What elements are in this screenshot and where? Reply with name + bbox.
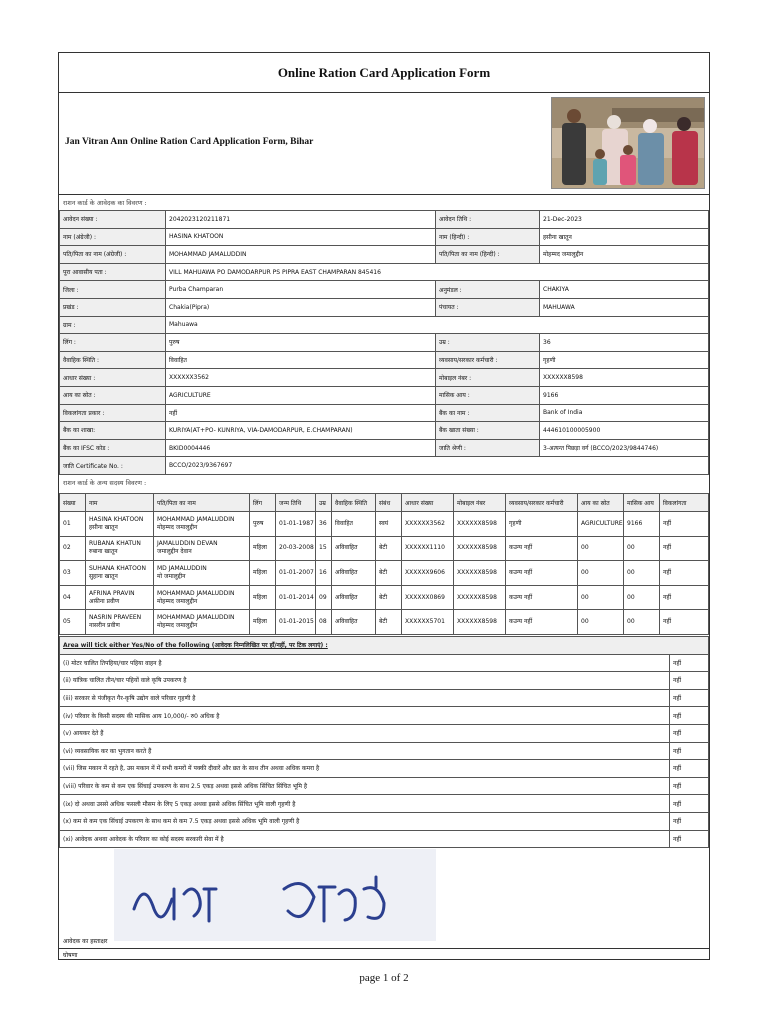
member-age: 08 [316,610,332,635]
applicant-row [60,316,709,334]
member-dob: 01-01-2007 [276,561,316,586]
member-income: 00 [624,536,660,561]
applicant-row [60,281,709,299]
column-header: नाम [86,494,154,512]
column-header: वैवाहिक स्थिति [332,494,376,512]
member-occupation: कउन्य नहीं [506,585,578,610]
field-label: विकलांगता प्रकार : [60,404,166,422]
application-form [58,52,710,960]
member-marital: अविवाहित [332,610,376,635]
member-gender: पुरुष [250,512,276,537]
member-income-src: 00 [578,610,624,635]
members-table [59,493,709,635]
question-row [60,689,709,707]
member-age: 36 [316,512,332,537]
applicant-row [60,228,709,246]
field-value: XXXXXX8598 [540,369,709,387]
applicant-row [60,386,709,404]
question-text: (xi) आवेदक अथवा आवेदक के परिवार का कोई सदस्य सरकारी सेवा में है [60,830,670,848]
member-aadhaar: XXXXXX3562 [402,512,454,537]
field-value: CHAKIYA [540,281,709,299]
member-name-en: HASINA KHATOON [89,515,144,523]
member-relation: स्वयं [376,512,402,537]
member-name [86,536,154,561]
field-value: Chakia(Pipra) [166,298,436,316]
member-aadhaar: XXXXXX0869 [402,585,454,610]
questions-header: Area will tick either Yes/No of the following (आवेदक निम्नलिखित पर हाँ/नहीं, पर टिक लगाएं) : [60,637,709,655]
member-income: 00 [624,561,660,586]
question-text: (ii) यांत्रिक चालित तीन/चार पहियों वाले कृषि उपकरण है [60,672,670,690]
member-relation: बेटी [376,610,402,635]
question-answer: नहीं [670,812,709,830]
column-header: आधार संख्या [402,494,454,512]
field-label: अनुमंडल : [436,281,540,299]
member-marital: अविवाहित [332,585,376,610]
question-row [60,760,709,778]
member-income-src: AGRICULTURE [578,512,624,537]
field-label: ग्राम : [60,316,166,334]
field-label: आवेदन तिथि : [436,211,540,229]
field-value: MOHAMMAD JAMALUDDIN [166,246,436,264]
member-occupation: गृहणी [506,512,578,537]
question-answer: नहीं [670,742,709,760]
question-row [60,654,709,672]
field-value: 444610100005900 [540,422,709,440]
member-mobile: XXXXXX8598 [454,610,506,635]
applicant-row [60,246,709,264]
field-value: हसीना खातून [540,228,709,246]
member-mobile: XXXXXX8598 [454,512,506,537]
field-value: पुरुष [166,334,436,352]
member-income-src: 00 [578,585,624,610]
member-relation: बेटी [376,561,402,586]
column-header: संख्या [60,494,86,512]
field-value: गृहणी [540,351,709,369]
column-header: मोबाइल नंबर [454,494,506,512]
field-label: पूरा आवासीय पता : [60,263,166,281]
member-marital: विवाहित [332,512,376,537]
member-name-en: SUHANA KHATOON [89,564,146,572]
signature-image [114,849,436,941]
eligibility-questions-table [59,636,709,848]
member-disability: नहीं [660,585,709,610]
applicant-row [60,263,709,281]
form-subtitle: Jan Vitran Ann Online Ration Card Application Form, Bihar [65,137,314,147]
member-name [86,561,154,586]
signature-label: आवेदक का हस्ताक्षर [63,938,108,945]
field-label: नाम (हिन्दी) : [436,228,540,246]
applicant-row [60,422,709,440]
field-value: HASINA KHATOON [166,228,436,246]
question-answer: नहीं [670,795,709,813]
question-row [60,812,709,830]
question-row [60,742,709,760]
members-section-title: राशन कार्ड के अन्य सदस्य विवरण : [63,479,147,487]
member-age: 16 [316,561,332,586]
member-father-hi: मोहम्मद जमालुद्दीन [157,597,198,605]
member-name [86,610,154,635]
column-header: व्यवसाय/सरकार कर्मचारी [506,494,578,512]
member-name-hi: अफ़ीना प्रवीण [89,597,120,605]
member-aadhaar: XXXXXX5701 [402,610,454,635]
field-value: BKID0004446 [166,439,436,457]
field-value: 21-Dec-2023 [540,211,709,229]
column-header: मासिक आय [624,494,660,512]
field-label: आधार संख्या : [60,369,166,387]
question-answer: नहीं [670,777,709,795]
signature-section [59,845,709,949]
question-answer: नहीं [670,760,709,778]
field-label: मासिक आय : [436,386,540,404]
field-label: पंचायत : [436,298,540,316]
field-label: जिला : [60,281,166,299]
member-income-src: 00 [578,561,624,586]
member-name [86,585,154,610]
field-value: AGRICULTURE [166,386,436,404]
declaration-label: घोषणा [63,952,78,959]
field-value: मोहम्मद जमालुद्दीन [540,246,709,264]
column-header: जन्म तिथि [276,494,316,512]
member-father-en: MOHAMMAD JAMALUDDIN [157,614,235,622]
member-no: 03 [60,561,86,586]
question-text: (v) आयकर देते हैं [60,724,670,742]
member-aadhaar: XXXXXX1110 [402,536,454,561]
member-father [154,585,250,610]
field-label: जाति श्रेणी : [436,439,540,457]
field-value: XXXXXX3562 [166,369,436,387]
applicant-row [60,211,709,229]
column-header: विकलांगता [660,494,709,512]
member-father [154,512,250,537]
member-no: 02 [60,536,86,561]
member-name-hi: हसीना खातून [89,523,118,531]
member-father-hi: जमालुद्दीन देवान [157,548,192,556]
member-mobile: XXXXXX8598 [454,585,506,610]
field-label: बैंक का शाखा: [60,422,166,440]
member-disability: नहीं [660,561,709,586]
field-label: आय का स्रोत : [60,386,166,404]
form-title: Online Ration Card Application Form [59,53,709,93]
field-label: प्रखंड : [60,298,166,316]
member-age: 15 [316,536,332,561]
field-label: बैंक का नाम : [436,404,540,422]
question-row [60,672,709,690]
member-dob: 01-01-2015 [276,610,316,635]
field-label: बैंक खाता संख्या : [436,422,540,440]
question-text: (iv) परिवार के किसी सदस्य की मासिक आय 10,000/- रु0 अधिक है [60,707,670,725]
member-gender: महिला [250,585,276,610]
question-text: (iii) सरकार से पंजीकृत गैर-कृषि उद्योग वाले परिवार गृहणी है [60,689,670,707]
applicant-details-table [59,210,709,475]
member-occupation: कउन्य नहीं [506,536,578,561]
member-name-en: AFRINA PRAVIN [89,589,135,597]
field-value: Purba Champaran [166,281,436,299]
member-dob: 20-03-2008 [276,536,316,561]
table-row [60,585,709,610]
member-dob: 01-01-2014 [276,585,316,610]
member-father-en: MOHAMMAD JAMALUDDIN [157,589,235,597]
member-father [154,610,250,635]
field-value: विवाहित [166,351,436,369]
applicant-row [60,334,709,352]
member-occupation: कउन्य नहीं [506,561,578,586]
field-label: मोबाइल नंबर : [436,369,540,387]
field-label: पति/पिता का नाम (हिन्दी) : [436,246,540,264]
member-father-hi: मोहम्मद जमालुद्दीन [157,523,198,531]
handwritten-signature [114,849,436,941]
member-name-en: RUBANA KHATUN [89,540,141,548]
member-name [86,512,154,537]
page-number: page 1 of 2 [359,972,409,984]
member-father-en: MOHAMMAD JAMALUDDIN [157,515,235,523]
question-text: (i) मोटर चालित तिपहिया/चार पहिया वाहन है [60,654,670,672]
question-answer: नहीं [670,707,709,725]
field-value: 9166 [540,386,709,404]
member-age: 09 [316,585,332,610]
member-mobile: XXXXXX8598 [454,536,506,561]
field-value: BCCO/2023/9367697 [166,457,709,475]
field-value: KURIYA(AT+PO- KUNRIYA, VIA-DAMODARPUR, E.CHAMPARAN) [166,422,436,440]
field-label: जाति Certificate No. : [60,457,166,475]
members-table-header [60,494,709,512]
field-label: वैवाहिक स्थिति : [60,351,166,369]
table-row [60,610,709,635]
question-text: (vi) व्यवसायिक कर का भुगतान करते हैं [60,742,670,760]
question-text: (vii) जिस मकान में रहते है, उस मकान में में सभी कमरों में पक्की दीवारें और छत के साथ तीन अथवा अधिक कमरा है [60,760,670,778]
member-relation: बेटी [376,585,402,610]
column-header: आय का स्रोत [578,494,624,512]
member-father-hi: मोहम्मद जमालुद्दीन [157,622,198,630]
member-disability: नहीं [660,536,709,561]
field-label: लिंग : [60,334,166,352]
member-father-hi: मो जमालुद्दीन [157,572,186,580]
column-header: संबंध [376,494,402,512]
member-no: 05 [60,610,86,635]
question-answer: नहीं [670,654,709,672]
member-aadhaar: XXXXXX9606 [402,561,454,586]
table-row [60,512,709,537]
member-name-hi: सुहाना खातून [89,572,118,580]
field-label: आवेदन संख्या : [60,211,166,229]
question-text: (viii) परिवार के कम से कम एक सिंचाई उपकरण के साथ 2.5 एकड़ अथवा इससे अधिक सिंचित सिंचित भूमि है [60,777,670,795]
member-father [154,536,250,561]
applicant-row [60,439,709,457]
member-income-src: 00 [578,536,624,561]
member-dob: 01-01-1987 [276,512,316,537]
field-value: VILL MAHUAWA PO DAMODARPUR PS PIPRA EAST CHAMPARAN 845416 [166,263,709,281]
member-disability: नहीं [660,610,709,635]
table-row [60,536,709,561]
field-value: 2042023120211871 [166,211,436,229]
field-value: Mahuawa [166,316,709,334]
column-header: लिंग [250,494,276,512]
member-no: 01 [60,512,86,537]
applicant-section-title: राशन कार्ड के आवेदक का विवरण : [63,199,147,207]
field-label: उम्र : [436,334,540,352]
field-value: नहीं [166,404,436,422]
question-answer: नहीं [670,830,709,848]
family-photo-icon [552,98,705,189]
question-row [60,707,709,725]
member-mobile: XXXXXX8598 [454,561,506,586]
member-father [154,561,250,586]
question-row [60,724,709,742]
member-gender: महिला [250,561,276,586]
applicant-row [60,351,709,369]
member-marital: अविवाहित [332,561,376,586]
question-answer: नहीं [670,672,709,690]
member-marital: अविवाहित [332,536,376,561]
member-no: 04 [60,585,86,610]
member-father-en: MD JAMALUDDIN [157,564,207,572]
member-income: 9166 [624,512,660,537]
field-value: MAHUAWA [540,298,709,316]
applicant-photo [551,97,705,189]
question-text: (ix) दो अथवा उससे अधिक फसली मौसम के लिए 5 एकड़ अथवा इससे अधिक सिंचित भूमि वाली गृहणी है [60,795,670,813]
member-disability: नहीं [660,512,709,537]
question-row [60,795,709,813]
member-gender: महिला [250,610,276,635]
question-answer: नहीं [670,724,709,742]
applicant-row [60,457,709,475]
member-occupation: कउन्य नहीं [506,610,578,635]
field-label: बैंक का IFSC कोड : [60,439,166,457]
member-relation: बेटी [376,536,402,561]
member-income: 00 [624,610,660,635]
member-name-hi: नासरीन प्रवीण [89,622,120,630]
member-name-en: NASRIN PRAVEEN [89,614,142,622]
question-text: (x) कम से कम एक सिंचाई उपकरण के साथ कम से कम 7.5 एकड़ अथवा इससे अधिक भूमि वाली गृहणी है [60,812,670,830]
member-gender: महिला [250,536,276,561]
field-label: पति/पिता का नाम (अंग्रेजी) : [60,246,166,264]
applicant-row [60,369,709,387]
field-value: 3-अत्यन्त पिछड़ा वर्ग (BCCO/2023/9844746) [540,439,709,457]
question-answer: नहीं [670,689,709,707]
member-father-en: JAMALUDDIN DEVAN [157,540,218,548]
field-value: 36 [540,334,709,352]
member-name-hi: रुबाना खातून [89,548,118,556]
field-label: नाम (अंग्रेजी) : [60,228,166,246]
form-header [59,93,709,195]
field-value: Bank of India [540,404,709,422]
question-row [60,777,709,795]
column-header: पति/पिता का नाम [154,494,250,512]
field-label: व्यवसाय/सरकार कर्मचारी : [436,351,540,369]
applicant-row [60,404,709,422]
applicant-row [60,298,709,316]
member-income: 00 [624,585,660,610]
column-header: उम्र [316,494,332,512]
table-row [60,561,709,586]
